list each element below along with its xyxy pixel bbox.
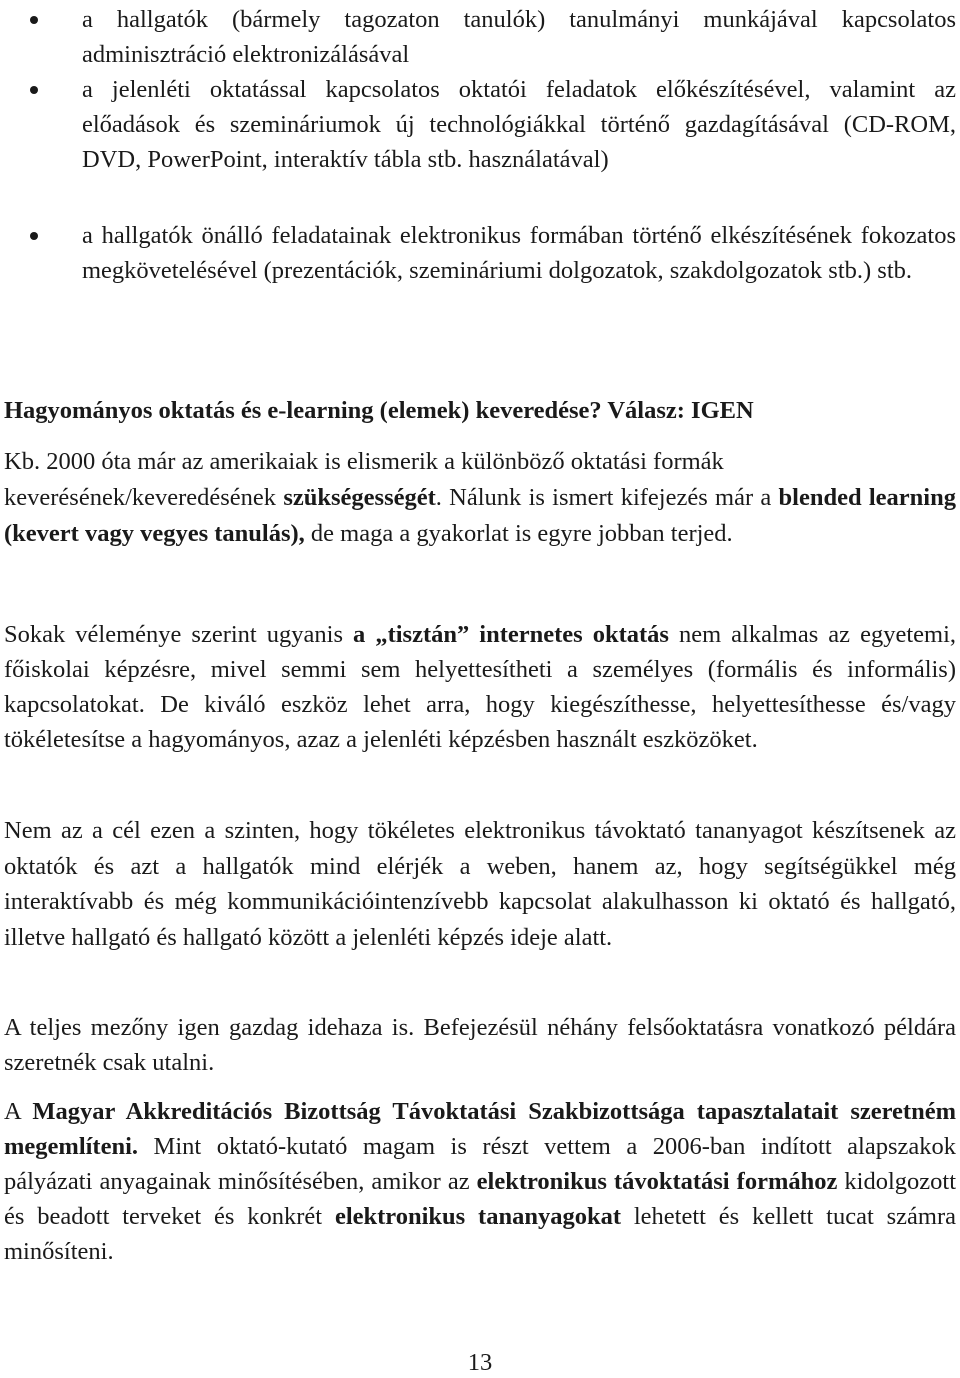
emphasis-text: szükségességét [283, 484, 436, 511]
emphasis-text: elektronikus tananyagokat [334, 1203, 621, 1230]
emphasis-text: blended learning (kevert vagy vegyes tanulás), [4, 484, 956, 547]
bullet-text: a jelenléti oktatással kapcsolatos oktatói feladatok előkészítésével, valamint az előadások és szemináriumok új technológiákkal történő gazdagításával (CD-ROM, DVD, PowerPoint, interaktív tábla stb. használatával) [82, 76, 956, 173]
paragraph-text: A teljes mezőny igen gazdag idehaza is. Befejezésül néhány felsőoktatásra vonatkozó példára szeretnék csak utalni. [4, 1014, 956, 1076]
paragraph-text: Nem az a cél ezen a szinten, hogy tökéletes elektronikus távoktató tananyagot készítsenek az oktatók és azt a hallgatók mind elérjék a weben, hanem az, hogy segítségükkel még interaktívabb és még kommunikációintenzívebb kapcsolat alakulhasson ki oktató és hallgató, illetve hallgató és hallgató között a jelenléti képzés ideje alatt. [4, 817, 956, 951]
paragraph-text: nem alkalmas az egyetemi, főiskolai képzésre, mivel semmi sem helyettesítheti a személyes (formális és informális) kapcsolatokat. De kiváló eszköz lehet arra, hogy kiegészíthesse, helyettesíthesse és/vagy tökéletesítse a hagyományos, azaz a jelenléti képzésben használt eszközöket. [4, 621, 956, 753]
heading-question: Hagyományos oktatás és e-learning (elemek) keveredése? [4, 397, 602, 424]
emphasis-text: Magyar Akkreditációs Bizottság Távoktatási Szakbizottsága tapasztalatait szeretném megemlíteni. [4, 1098, 956, 1160]
page-number: 13 [467, 1349, 493, 1376]
paragraph-text: keverésének/keveredésének [4, 484, 284, 511]
bullet-item [0, 218, 960, 288]
paragraph-text: Sokak véleménye szerint ugyanis [4, 621, 354, 648]
paragraph-accreditation [4, 1094, 956, 1269]
paragraph-text: A [4, 1098, 33, 1125]
paragraph-text: . Nálunk is ismert kifejezés már a [435, 484, 779, 511]
paragraph-text: de maga a gyakorlat is egyre jobban terjed. [304, 520, 733, 547]
paragraph-internet-education [4, 617, 956, 757]
paragraph-text: kidolgozott és beadott terveket és konkrét [4, 1168, 957, 1230]
heading-answer: Válasz: IGEN [607, 397, 754, 424]
bullet-text: a hallgatók (bármely tagozaton tanulók) tanulmányi munkájával kapcsolatos adminisztráció elektronizálásával [82, 6, 956, 68]
bullet-item [0, 72, 960, 177]
bullet-item [0, 2, 960, 72]
paragraph-goal [4, 813, 956, 955]
paragraph-blended-learning [4, 444, 956, 552]
paragraph-text: lehetett és kellett tucat számra minősíteni. [4, 1203, 956, 1265]
bullet-dot-icon [30, 86, 38, 94]
section-heading [4, 393, 956, 428]
emphasis-text: elektronikus távoktatási formához [476, 1168, 838, 1195]
paragraph-field [4, 1010, 956, 1080]
paragraph-line: Kb. 2000 óta már az amerikaiak is elismerik a különböző oktatási formák [4, 448, 724, 475]
bullet-dot-icon [30, 232, 38, 240]
emphasis-text: a „tisztán” internetes oktatás [353, 621, 669, 648]
bullet-text: a hallgatók önálló feladatainak elektronikus formában történő elkészítésének fokozatos megkövetelésével (prezentációk, szemináriumi dolgozatok, szakdolgozatok stb.) stb. [82, 222, 956, 284]
bullet-dot-icon [30, 16, 38, 24]
paragraph-text: Mint oktató-kutató magam is részt vettem a 2006-ban indított alapszakok pályázati anyagainak minősítésében, amikor az [4, 1133, 956, 1195]
